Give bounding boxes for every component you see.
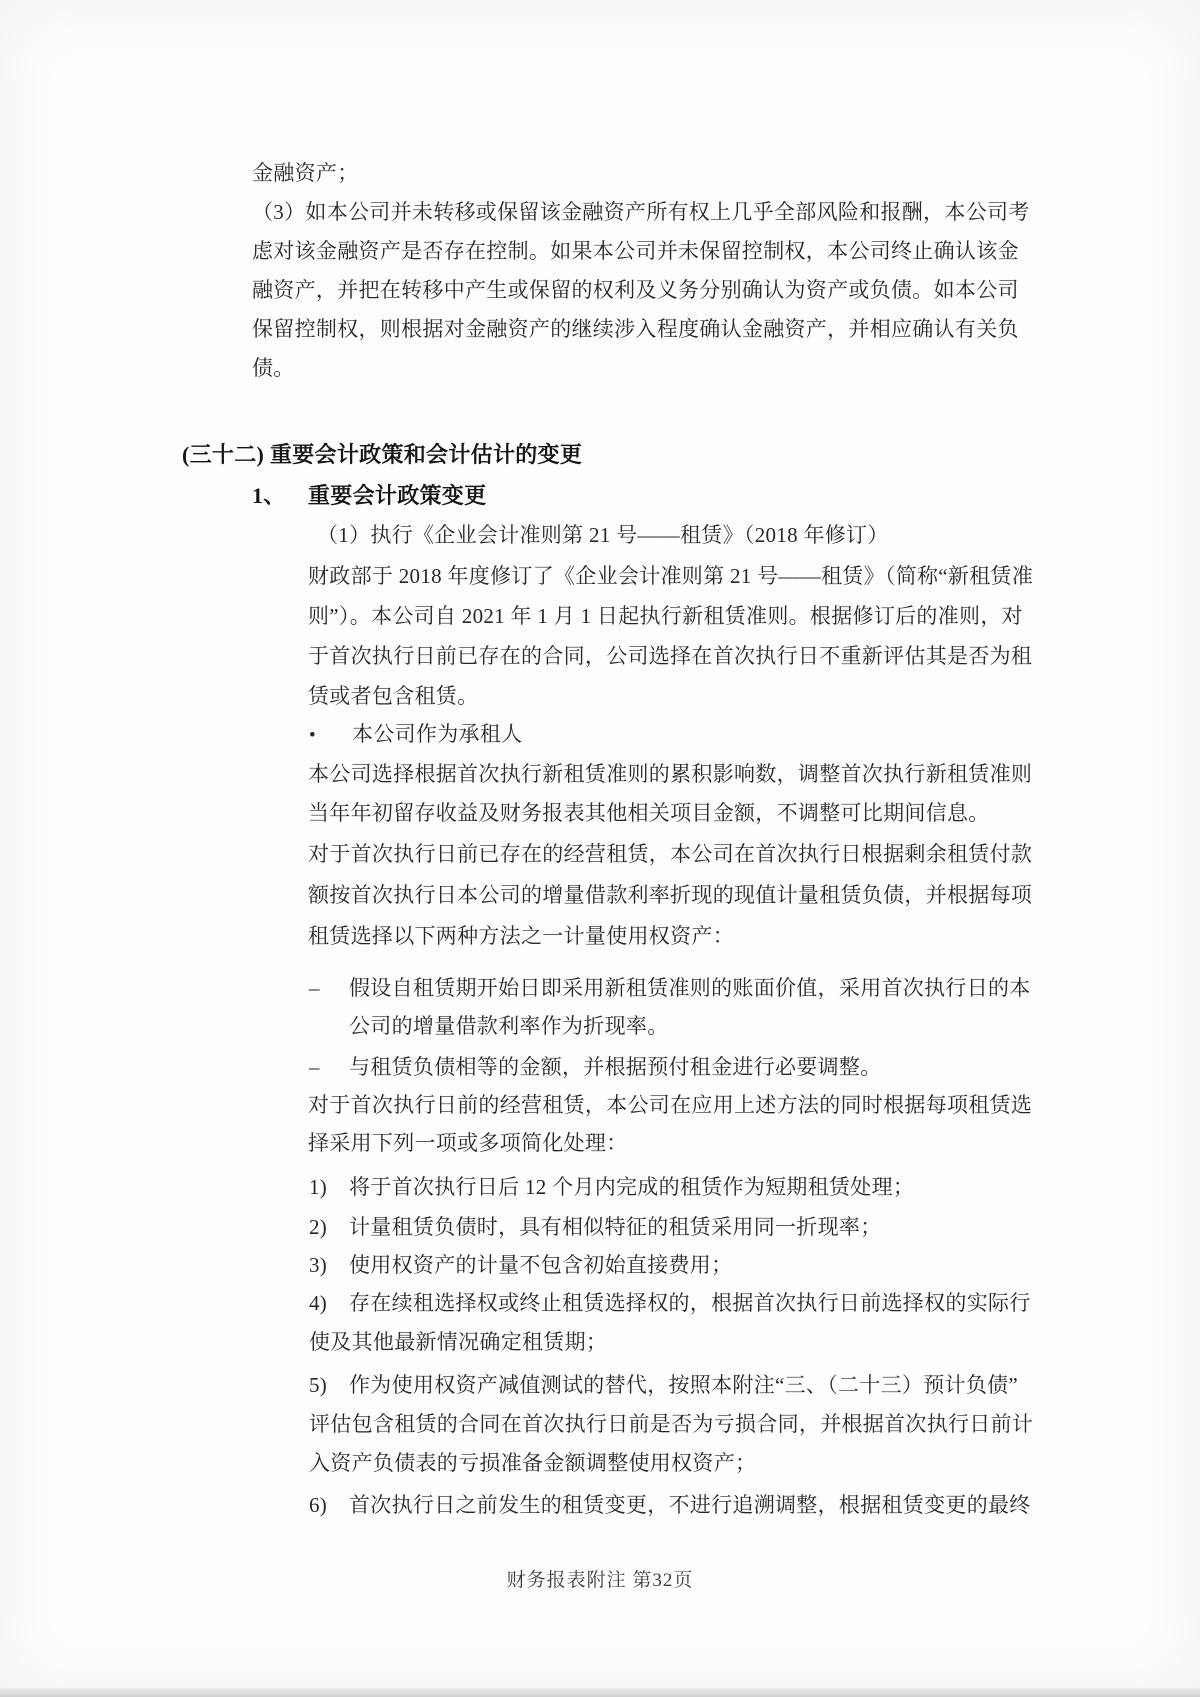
item-number: 5): [309, 1373, 328, 1397]
numbered-item-text: 作为使用权资产减值测试的替代，按照本附注“三、（二十三）预计负债”: [349, 1373, 1019, 1397]
text-line: 金融资产；: [252, 161, 359, 185]
dash-item-text: 公司的增量借款利率作为折现率。: [349, 1014, 669, 1038]
numbered-item-text: 将于首次执行日后 12 个月内完成的租赁作为短期租赁处理；: [349, 1175, 915, 1199]
paragraph-financial-asset-transfer: [252, 154, 1030, 388]
bullet-item-lessee: [309, 715, 522, 754]
item-number: 1): [309, 1175, 328, 1199]
numbered-item-3: [309, 1246, 732, 1285]
numbered-item-1: [309, 1168, 914, 1207]
text-line: 虑对该金融资产是否存在控制。如果本公司并未保留控制权，本公司终止确认该金: [252, 239, 1019, 263]
numbered-item-4: [309, 1284, 1031, 1362]
dash-item-text: 与租赁负债相等的金额，并根据预付租金进行必要调整。: [349, 1055, 882, 1079]
paragraph-existing-operating-lease: [308, 834, 1032, 957]
scan-edge-shadow: [0, 1688, 1200, 1697]
item-number: 3): [309, 1253, 328, 1277]
text-line: 本公司选择根据首次执行新租赁准则的累积影响数，调整首次执行新租赁准则: [308, 762, 1033, 786]
numbered-item-text: 入资产负债表的亏损准备金额调整使用权资产；: [309, 1451, 757, 1475]
numbered-item-text: 计量租赁负债时，具有相似特征的租赁采用同一折现率；: [349, 1215, 882, 1239]
subsection-heading: [252, 476, 486, 515]
section-heading: [182, 435, 582, 474]
text-line: 赁或者包含租赁。: [308, 684, 479, 708]
numbered-item-text: 使用权资产的计量不包含初始直接费用；: [349, 1253, 733, 1277]
numbered-item-6: [309, 1486, 1031, 1525]
subsection-number: 1、: [252, 483, 286, 508]
paragraph-cumulative-effect: [308, 755, 1032, 833]
text-line: 则”）。本公司自 2021 年 1 月 1 日起执行新租赁准则。根据修订后的准则，对: [308, 604, 1023, 628]
dash-item-text: 假设自租赁期开始日即采用新租赁准则的账面价值，采用首次执行日的本: [349, 976, 1031, 1000]
text-line: 对于首次执行日前的经营租赁，本公司在应用上述方法的同时根据每项租赁选: [308, 1093, 1033, 1117]
text-line: 于首次执行日前已存在的合同，公司选择在首次执行日不重新评估其是否为租: [308, 644, 1033, 668]
numbered-item-text: 首次执行日之前发生的租赁变更，不进行追溯调整，根据租赁变更的最终: [349, 1493, 1031, 1517]
paragraph-simplified-treatments: [308, 1086, 1032, 1162]
text-line: 保留控制权，则根据对金融资产的继续涉入程度确认金融资产，并相应确认有关负: [252, 317, 1019, 341]
text-line: 财政部于 2018 年度修订了《企业会计准则第 21 号——租赁》（简称“新租赁准: [308, 564, 1034, 588]
dash-item-1: [309, 969, 1031, 1045]
item-heading-text: （1）执行《企业会计准则第 21 号——租赁》（2018 年修订）: [317, 523, 889, 547]
item-number: 4): [309, 1291, 328, 1315]
bullet-icon: •: [309, 725, 316, 746]
numbered-item-text: 存在续租选择权或终止租赁选择权的，根据首次执行日前选择权的实际行: [349, 1291, 1031, 1315]
text-line: 租赁选择以下两种方法之一计量使用权资产：: [308, 924, 734, 948]
text-line: 额按首次执行日本公司的增量借款利率折现的现值计量租赁负债，并根据每项: [308, 883, 1033, 907]
dash-icon: –: [309, 1055, 320, 1079]
numbered-item-2: [309, 1208, 882, 1247]
text-line: 债。: [252, 356, 295, 380]
text-line: 当年年初留存收益及财务报表其他相关项目金额，不调整可比期间信息。: [308, 801, 990, 825]
text-line: 对于首次执行日前已存在的经营租赁，本公司在首次执行日根据剩余租赁付款: [308, 842, 1033, 866]
numbered-item-text: 评估包含租赁的合同在首次执行日前是否为亏损合同，并根据首次执行日前计: [309, 1412, 1034, 1436]
text-line: 融资产，并把在转移中产生或保留的权利及义务分别确认为资产或负债。如本公司: [252, 278, 1019, 302]
page-footer: 财务报表附注 第32页: [506, 1570, 694, 1591]
bullet-text: 本公司作为承租人: [352, 722, 523, 746]
section-heading-text: (三十二) 重要会计政策和会计估计的变更: [182, 442, 583, 467]
item-heading: [317, 516, 889, 555]
dash-icon: –: [309, 976, 320, 1000]
subsection-title: 重要会计政策变更: [308, 483, 487, 508]
text-line: 择采用下列一项或多项简化处理：: [308, 1131, 628, 1155]
paragraph-new-lease-standard: [308, 556, 1033, 716]
item-number: 2): [309, 1215, 328, 1239]
numbered-item-5: [309, 1366, 1033, 1483]
dash-item-2: [309, 1048, 882, 1087]
numbered-item-text: 使及其他最新情况确定租赁期；: [309, 1330, 608, 1354]
item-number: 6): [309, 1493, 328, 1517]
text-line: （3）如本公司并未转移或保留该金融资产所有权上几乎全部风险和报酬，本公司考: [252, 200, 1030, 224]
